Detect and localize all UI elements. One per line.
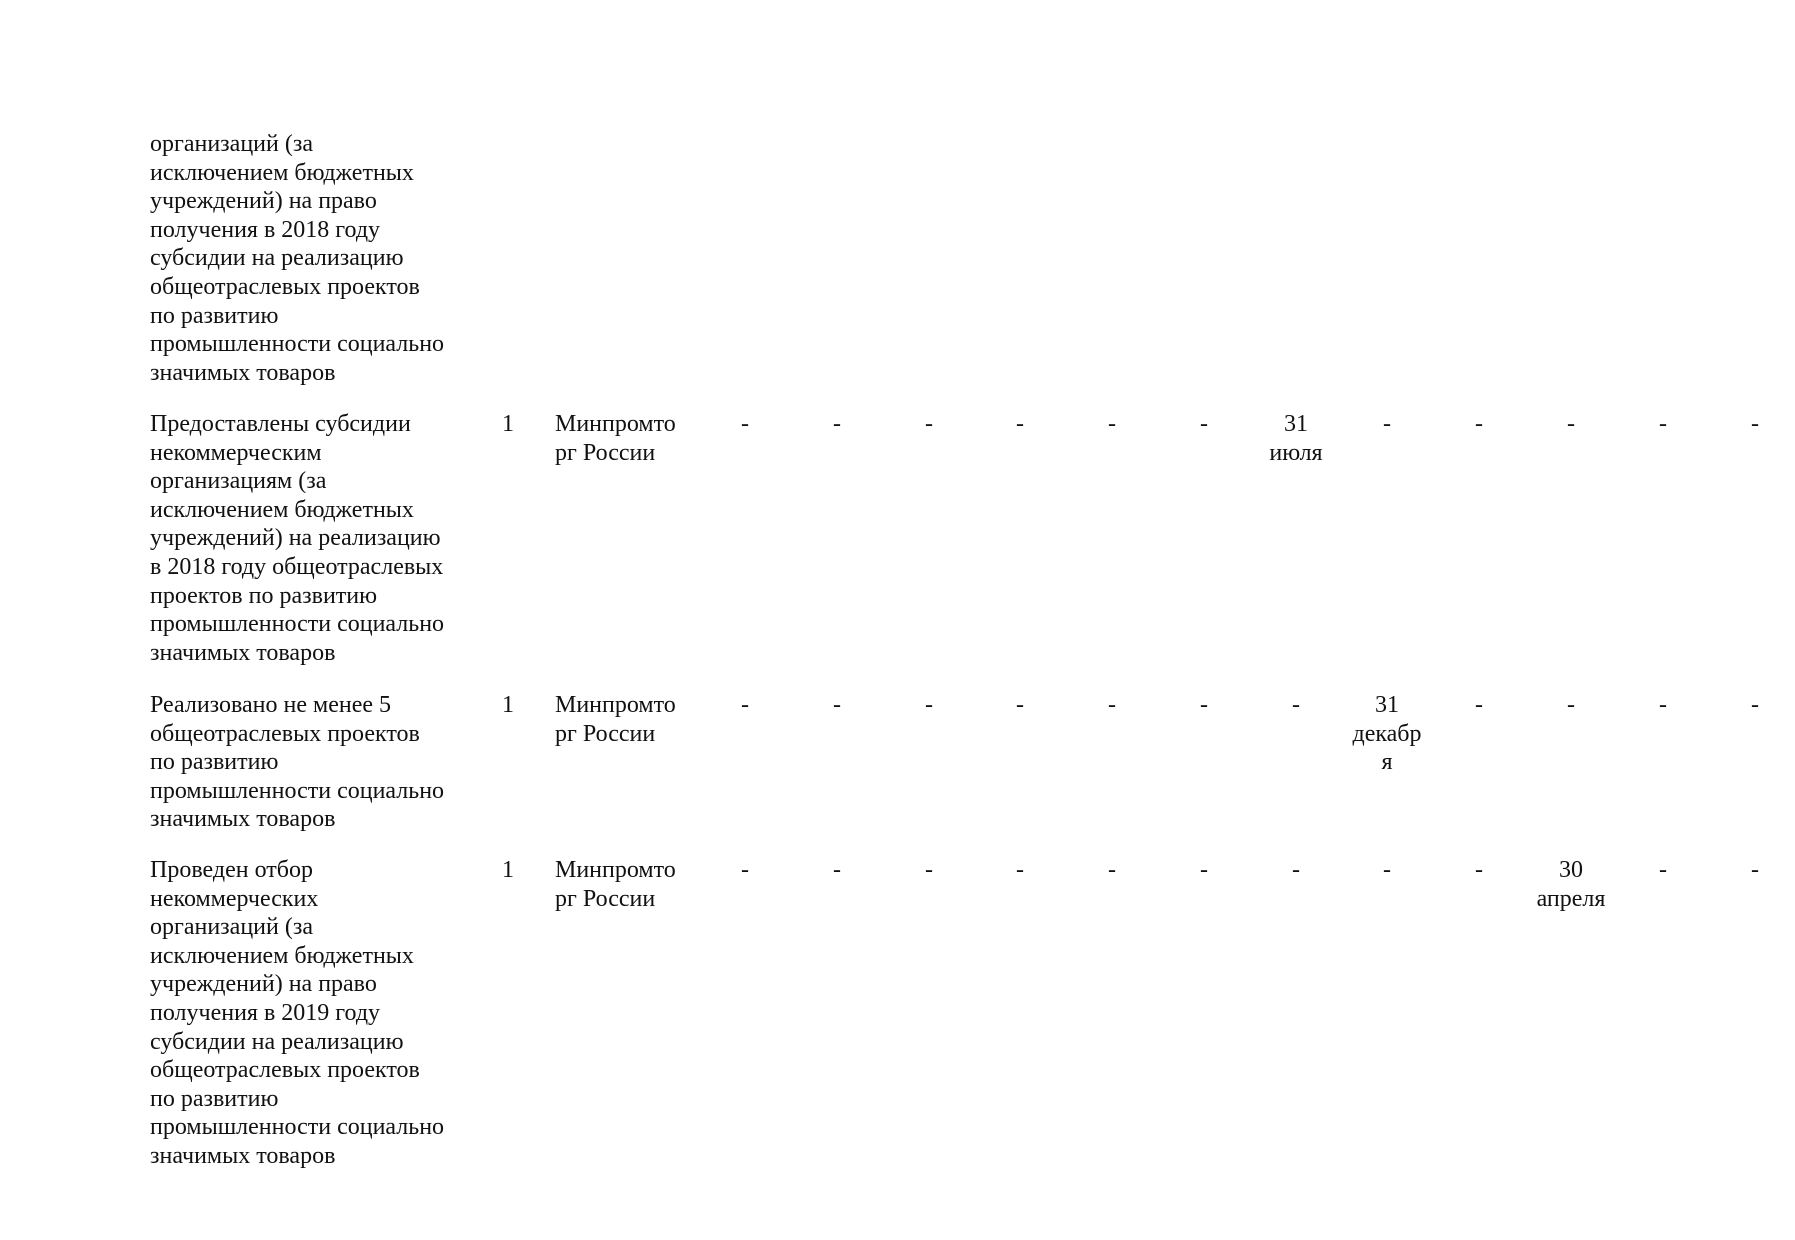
- month-cell-line: -: [1016, 411, 1024, 437]
- month-cell-line: -: [1016, 692, 1024, 718]
- month-cell: [1623, 410, 1703, 439]
- month-cell: [1347, 410, 1427, 439]
- month-cell-line: -: [1659, 692, 1667, 718]
- responsible-executor-line: Минпромто: [555, 411, 676, 437]
- month-cell: [1623, 856, 1703, 885]
- event-description-line: значимых товаров: [150, 806, 336, 833]
- event-description-line: получения в 2019 году: [150, 999, 381, 1026]
- continued-description-line: значимых товаров: [150, 359, 336, 386]
- month-cell: [705, 410, 785, 439]
- event-description-line: промышленности социально: [150, 611, 445, 638]
- continued-description-line: по развитию: [150, 302, 279, 329]
- month-cell: [1072, 410, 1152, 439]
- month-cell-line: -: [741, 411, 749, 437]
- month-cell-line: -: [1475, 857, 1483, 883]
- indicator-value: 1: [502, 692, 514, 718]
- responsible-executor: [555, 691, 695, 748]
- month-cell-line: я: [1381, 749, 1393, 776]
- responsible-executor-line: Минпромто: [555, 692, 676, 718]
- event-description-line: общеотраслевых проектов: [150, 1057, 420, 1084]
- month-cell: [1715, 856, 1795, 885]
- month-cell: [1072, 856, 1152, 885]
- month-cell: [1164, 691, 1244, 720]
- month-cell: [1715, 691, 1795, 720]
- event-description-line: исключением бюджетных: [150, 942, 414, 969]
- month-cell: [1623, 691, 1703, 720]
- responsible-executor: [555, 410, 695, 467]
- month-cell-line: декабр: [1352, 720, 1422, 747]
- month-cell-line: -: [1383, 857, 1391, 883]
- month-cell-line: -: [1567, 411, 1575, 437]
- month-cell-line: -: [1200, 411, 1208, 437]
- event-description-line: промышленности социально: [150, 1114, 445, 1141]
- event-description: [150, 856, 470, 1171]
- continued-description-line: общеотраслевых проектов: [150, 273, 420, 300]
- month-cell: [1256, 410, 1336, 467]
- month-cell-line: -: [1108, 692, 1116, 718]
- month-cell-line: -: [1751, 692, 1759, 718]
- month-cell-line: -: [1751, 411, 1759, 437]
- event-description: [150, 691, 470, 834]
- month-cell-line: -: [833, 857, 841, 883]
- event-description-line: организациям (за: [150, 468, 327, 495]
- continued-description-line: организаций (за: [150, 131, 313, 157]
- month-cell-line: -: [1659, 857, 1667, 883]
- month-cell: [1256, 856, 1336, 885]
- responsible-executor-line: рг России: [555, 439, 656, 466]
- event-description-line: организаций (за: [150, 914, 313, 941]
- event-description-line: в 2018 году общеотраслевых: [150, 553, 444, 580]
- event-description-line: Реализовано не менее 5: [150, 692, 391, 718]
- indicator-value: 1: [502, 857, 514, 883]
- responsible-executor-line: рг России: [555, 720, 656, 747]
- month-cell: [1072, 691, 1152, 720]
- indicator-value: 1: [502, 411, 514, 437]
- month-cell-line: -: [1016, 857, 1024, 883]
- month-cell: [1531, 691, 1611, 720]
- event-description-line: Предоставлены субсидии: [150, 411, 411, 437]
- month-cell-line: апреля: [1536, 885, 1606, 912]
- month-cell-line: -: [833, 411, 841, 437]
- event-description-line: общеотраслевых проектов: [150, 720, 420, 747]
- continued-description-line: получения в 2018 году: [150, 216, 381, 243]
- month-cell: [1164, 856, 1244, 885]
- event-description-line: учреждений) на реализацию: [150, 525, 441, 552]
- event-description-line: учреждений) на право: [150, 971, 377, 998]
- month-cell-line: 31: [1284, 411, 1308, 437]
- event-description-line: субсидии на реализацию: [150, 1028, 404, 1055]
- month-cell: [889, 856, 969, 885]
- event-description-line: по развитию: [150, 749, 279, 776]
- month-cell: [889, 410, 969, 439]
- month-cell-line: -: [1200, 692, 1208, 718]
- month-cell: [1531, 410, 1611, 439]
- responsible-executor-line: рг России: [555, 885, 656, 912]
- month-cell-line: -: [1108, 411, 1116, 437]
- event-description-line: некоммерческим: [150, 439, 322, 466]
- month-cell-line: 30: [1559, 857, 1583, 883]
- month-cell-line: -: [1659, 411, 1667, 437]
- month-cell-line: -: [1475, 411, 1483, 437]
- month-cell: [705, 691, 785, 720]
- month-cell: [1439, 691, 1519, 720]
- continued-description: [150, 130, 470, 387]
- month-cell: [980, 410, 1060, 439]
- month-cell: [797, 691, 877, 720]
- month-cell-line: -: [833, 692, 841, 718]
- month-cell-line: -: [1383, 411, 1391, 437]
- month-cell-line: июля: [1269, 439, 1323, 466]
- month-cell-line: -: [1751, 857, 1759, 883]
- month-cell: [980, 856, 1060, 885]
- month-cell-line: -: [1475, 692, 1483, 718]
- month-cell: [1531, 856, 1611, 913]
- month-cell: [1347, 691, 1427, 777]
- month-cell-line: -: [925, 857, 933, 883]
- month-cell-line: 31: [1375, 692, 1399, 718]
- event-description-line: исключением бюджетных: [150, 496, 414, 523]
- month-cell: [797, 856, 877, 885]
- month-cell: [705, 856, 785, 885]
- event-description-line: промышленности социально: [150, 777, 445, 804]
- month-cell: [1347, 856, 1427, 885]
- month-cell: [1256, 691, 1336, 720]
- event-description-line: некоммерческих: [150, 885, 319, 912]
- month-cell-line: -: [925, 692, 933, 718]
- month-cell-line: -: [741, 857, 749, 883]
- month-cell-line: -: [1200, 857, 1208, 883]
- event-description-line: значимых товаров: [150, 639, 336, 666]
- month-cell: [889, 691, 969, 720]
- continued-description-line: учреждений) на право: [150, 188, 377, 215]
- month-cell: [1439, 410, 1519, 439]
- responsible-executor-line: Минпромто: [555, 857, 676, 883]
- month-cell: [1439, 856, 1519, 885]
- event-description-line: проектов по развитию: [150, 582, 378, 609]
- month-cell-line: -: [1567, 692, 1575, 718]
- month-cell-line: -: [741, 692, 749, 718]
- event-description: [150, 410, 470, 667]
- month-cell-line: -: [1292, 692, 1300, 718]
- responsible-executor: [555, 856, 695, 913]
- month-cell: [980, 691, 1060, 720]
- event-description-line: по развитию: [150, 1085, 279, 1112]
- continued-description-line: промышленности социально: [150, 331, 445, 358]
- month-cell: [1164, 410, 1244, 439]
- month-cell: [1715, 410, 1795, 439]
- continued-description-line: субсидии на реализацию: [150, 245, 404, 272]
- month-cell: [797, 410, 877, 439]
- month-cell-line: -: [925, 411, 933, 437]
- continued-description-line: исключением бюджетных: [150, 159, 414, 186]
- event-description-line: значимых товаров: [150, 1142, 336, 1169]
- month-cell-line: -: [1108, 857, 1116, 883]
- month-cell-line: -: [1292, 857, 1300, 883]
- event-description-line: Проведен отбор: [150, 857, 313, 883]
